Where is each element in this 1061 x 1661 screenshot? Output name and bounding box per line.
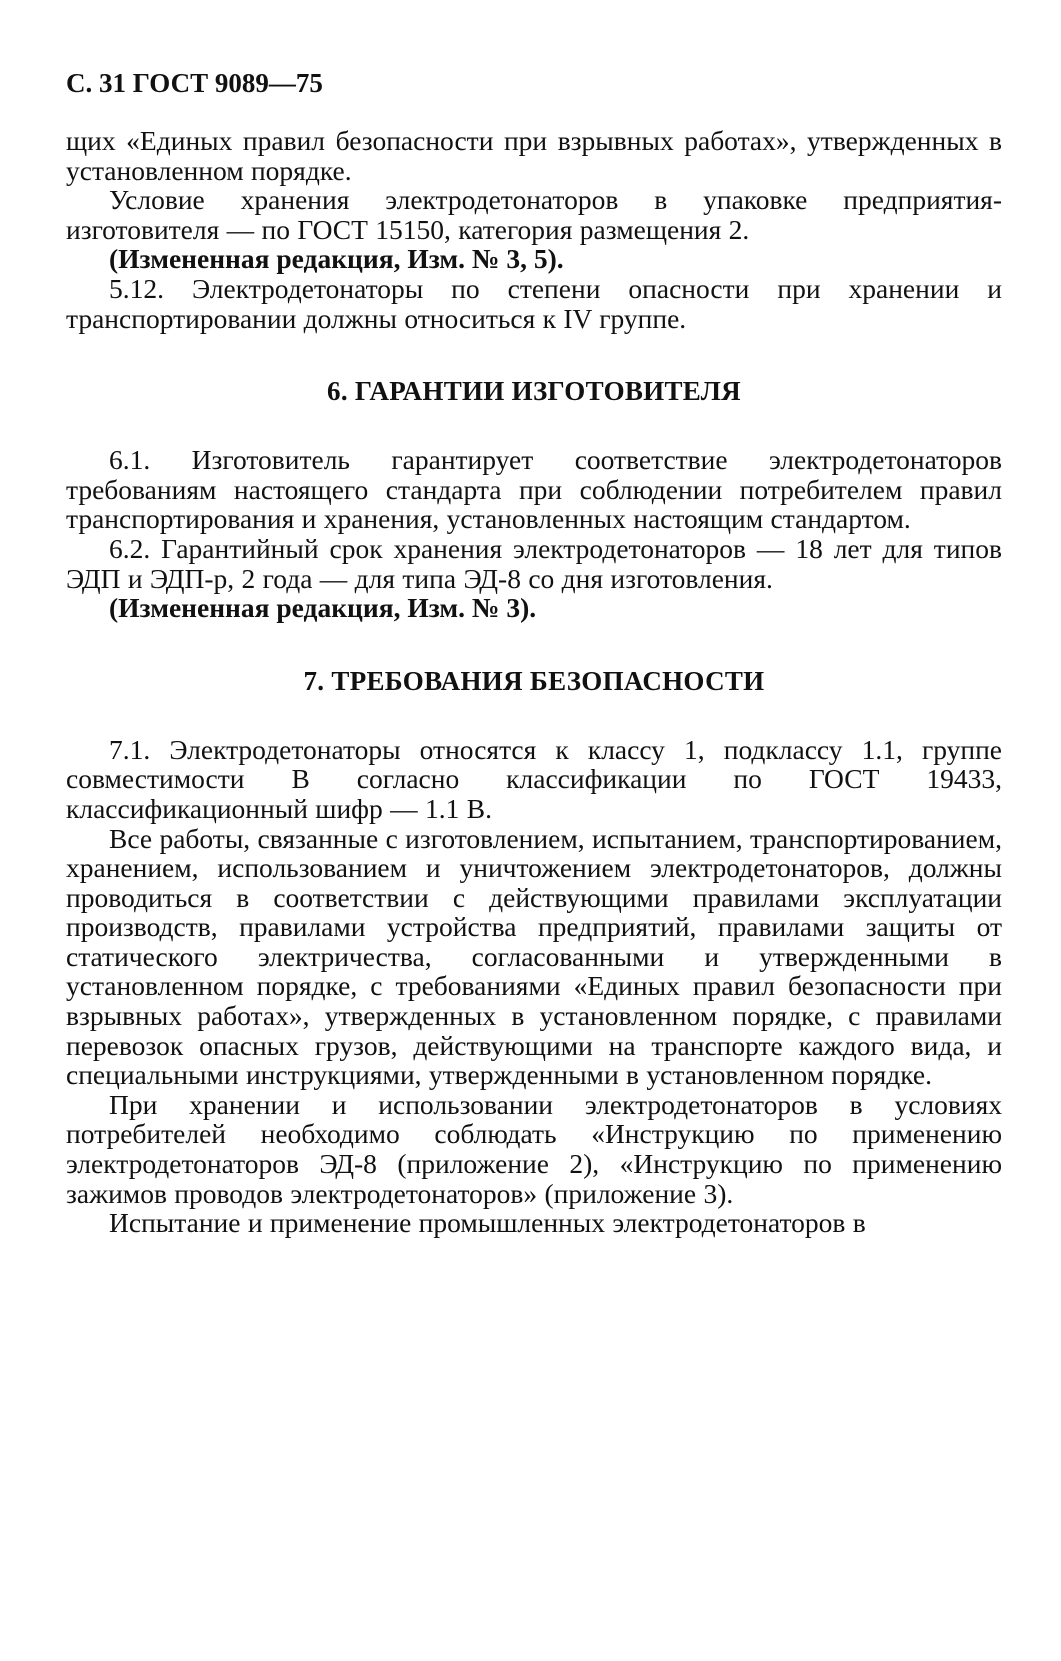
paragraph-all-works: Все работы, связанные с изготовлением, испытанием, транспортированием, хранением, использованием и уничтожением электродетонаторов, должны проводиться в соответствии с действующими правилами эксплуатации производств, правилами устройства предприятий, правилами защиты от статического электричества, согласованными и утвержденными в установленном порядке, с требованиями «Единых правил безопасности при взрывных работах», утвержденных в установленном порядке, с правилами перевозок опасных грузов, действующими на транспорте каждого вида, и специальными инструкциями, утвержденными в установленном порядке. bbox=[66, 822, 1003, 1091]
paragraph-storage-use: При хранении и использовании электродетонаторов в условиях потребителей необходимо соблюдать «Инструкцию по применению электродетонаторов ЭД-8 (приложение 2), «Инструкцию по применению зажимов проводов электродетонаторов» (приложение 3). bbox=[66, 1088, 1002, 1209]
document-page bbox=[66, 66, 1002, 1238]
paragraph-storage-condition: Условие хранения электродетонаторов в упаковке предприятия-изготовителя — по ГОСТ 15150, категория размещения 2. bbox=[66, 184, 1002, 245]
clause-7-1: 7.1. Электродетонаторы относятся к классу 1, подклассу 1.1, группе совместимости В согласно классификации по ГОСТ 19433, классификационный шифр — 1.1 В. bbox=[66, 733, 1002, 824]
revision-note: (Измененная редакция, Изм. № 3, 5). bbox=[109, 243, 564, 275]
section-heading-6: 6. ГАРАНТИИ ИЗГОТОВИТЕЛЯ bbox=[327, 376, 741, 407]
clause-5-12: 5.12. Электродетонаторы по степени опасности при хранении и транспортировании должны относиться к IV группе. bbox=[66, 272, 1002, 334]
page-header: С. 31 ГОСТ 9089—75 bbox=[66, 68, 323, 98]
revision-note: (Измененная редакция, Изм. № 3). bbox=[109, 592, 537, 624]
document-body bbox=[66, 126, 1002, 1238]
clause-6-2: 6.2. Гарантийный срок хранения электродетонаторов — 18 лет для типов ЭДП и ЭДП-р, 2 года — для типа ЭД-8 со дня изготовления. bbox=[66, 532, 1002, 594]
section-heading-7: 7. ТРЕБОВАНИЯ БЕЗОПАСНОСТИ bbox=[303, 665, 765, 696]
clause-6-1: 6.1. Изготовитель гарантирует соответствие электродетонаторов требованиям настоящего стандарта при соблюдении потребителем правил транспортирования и хранения, установленных настоящим стандартом. bbox=[66, 444, 1002, 535]
paragraph-continuation: щих «Единых правил безопасности при взрывных работах», утвержденных в установленном порядке. bbox=[66, 125, 1002, 186]
paragraph-testing: Испытание и применение промышленных электродетонаторов в bbox=[109, 1207, 866, 1239]
